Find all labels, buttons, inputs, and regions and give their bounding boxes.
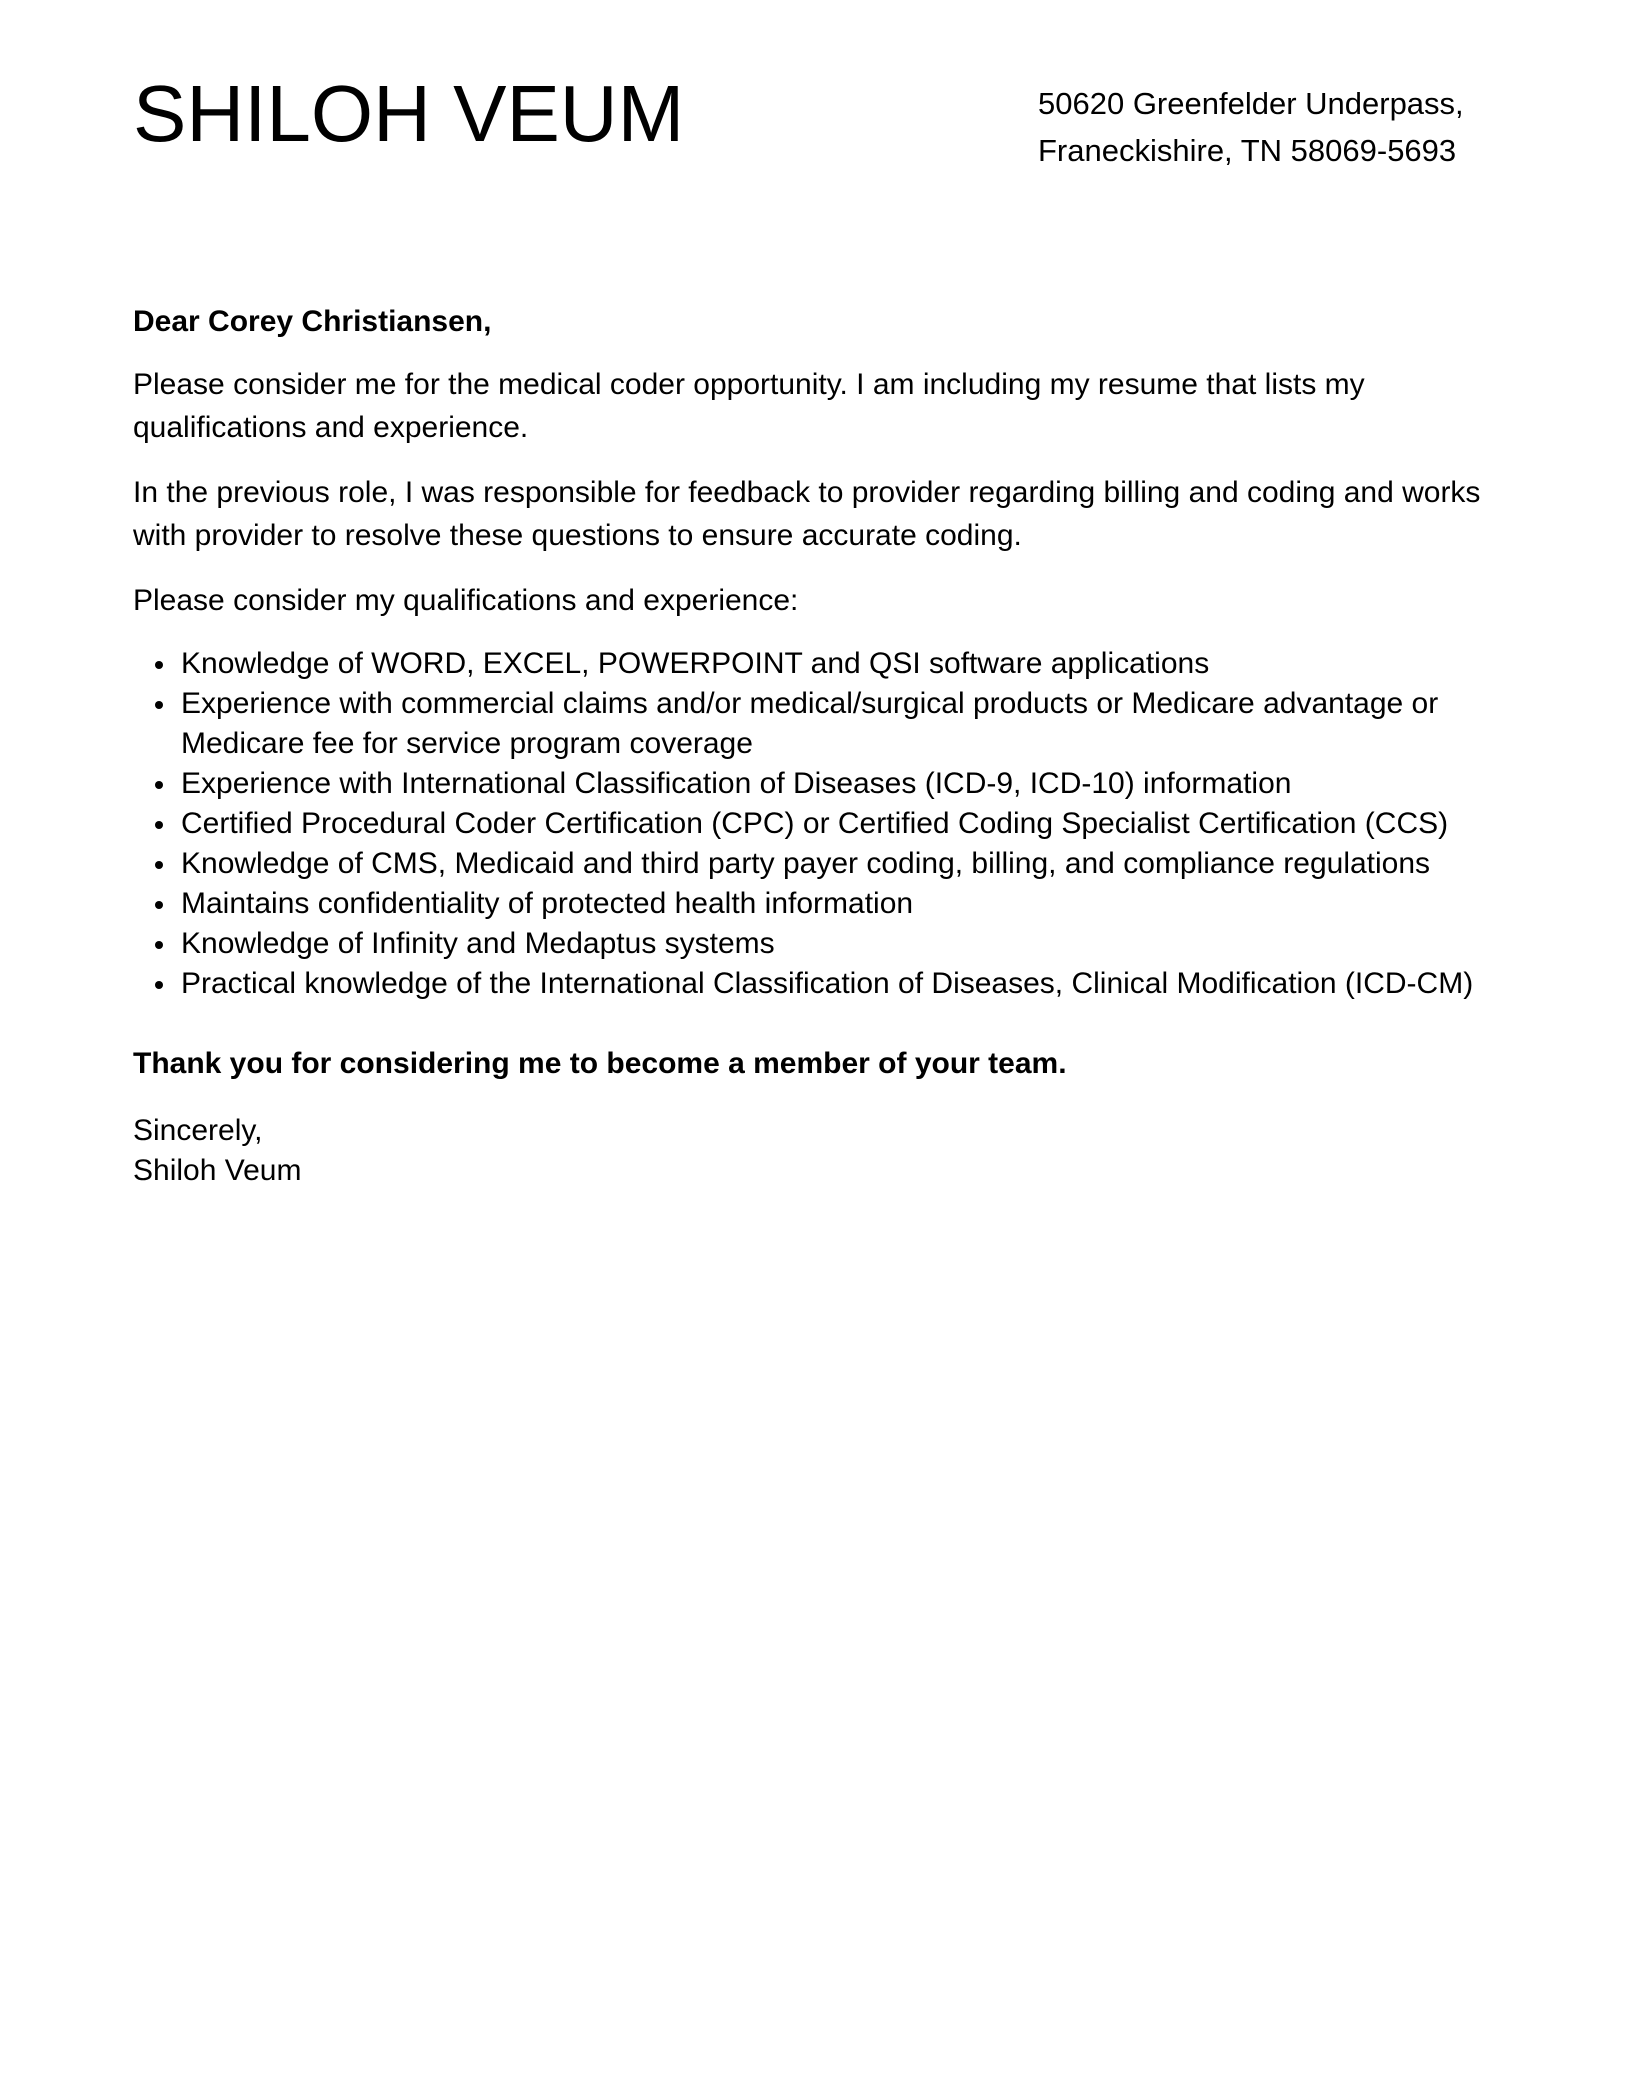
intro-paragraph: Please consider me for the medical coder opportunity. I am including my resume that lists my qualifications and experience.: [133, 368, 1365, 444]
qualifications-intro: Please consider my qualifications and experience:: [133, 584, 799, 617]
signature-name: Shiloh Veum: [133, 1154, 302, 1187]
qualification-item: Experience with commercial claims and/or medical/surgical products or Medicare advantage or Medicare fee for service program coverage: [133, 684, 1503, 764]
qualification-item: Maintains confidentiality of protected health information: [133, 884, 1503, 924]
closing-line: Thank you for considering me to become a member of your team.: [133, 1047, 1067, 1080]
letter-body: [133, 300, 1503, 1191]
qualification-item: Knowledge of CMS, Medicaid and third party payer coding, billing, and compliance regulations: [133, 844, 1503, 884]
applicant-name: SHILOH VEUM: [133, 69, 685, 158]
address-line-2: Franeckishire, TN 58069-5693: [1038, 133, 1457, 168]
applicant-address: [1038, 80, 1464, 174]
salutation: Dear Corey Christiansen,: [133, 305, 492, 338]
qualification-item: Knowledge of Infinity and Medaptus systems: [133, 924, 1503, 964]
qualification-item: Experience with International Classification of Diseases (ICD-9, ICD-10) information: [133, 764, 1503, 804]
qualification-item: Certified Procedural Coder Certification (CPC) or Certified Coding Specialist Certification (CCS): [133, 804, 1503, 844]
signoff-block: [133, 1111, 1503, 1191]
experience-paragraph: In the previous role, I was responsible for feedback to provider regarding billing and coding and works with provider to resolve these questions to ensure accurate coding.: [133, 476, 1481, 552]
qualification-item: Knowledge of WORD, EXCEL, POWERPOINT and QSI software applications: [133, 644, 1503, 684]
address-line-1: 50620 Greenfelder Underpass,: [1038, 86, 1464, 121]
signoff: Sincerely,: [133, 1114, 263, 1147]
qualification-item: Practical knowledge of the International Classification of Diseases, Clinical Modification (ICD-CM): [133, 964, 1503, 1004]
qualifications-list: [133, 644, 1503, 1004]
